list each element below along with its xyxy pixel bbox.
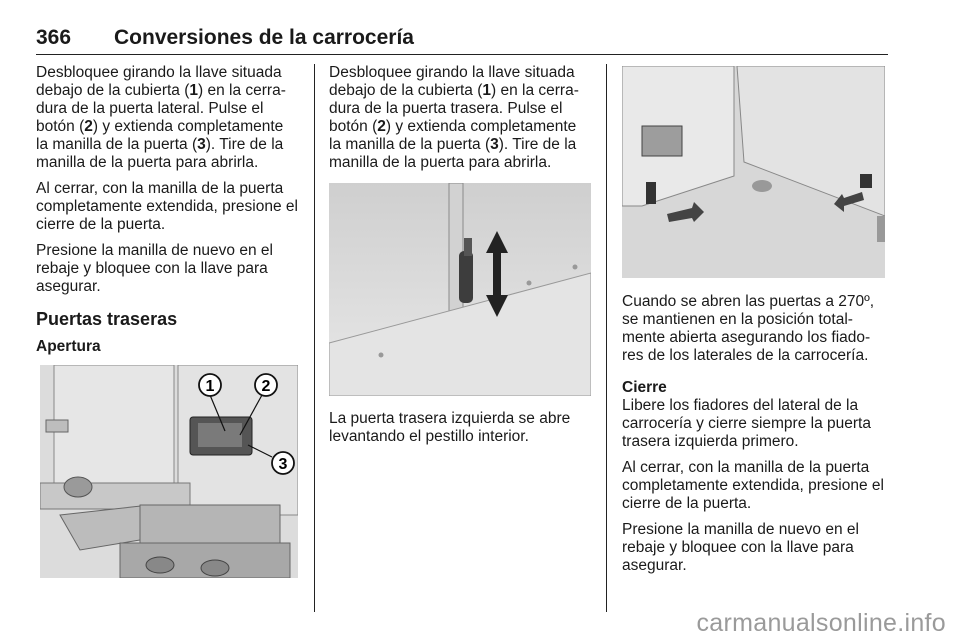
page-header [36, 24, 888, 55]
rear-door-latch-drawing [329, 183, 591, 396]
paragraph-side-door-unlock: Desbloquee girando la llave situada debajo de la cubierta (1) en la cerra-dura de la puerta lateral. Pulse el botón (2) y extienda completamente la manilla de la puerta (3). Tire de la manilla de la puerta para abrirla. [36, 64, 286, 171]
paragraph-closing: Al cerrar, con la manilla de la puerta completamente extendida, presione el cierre de la puerta. [36, 180, 298, 233]
column-middle [329, 64, 591, 180]
callout-1: 1 [205, 378, 215, 395]
section-heading-rear-doors: Puertas traseras [36, 309, 178, 329]
subheading-closing: Cierre [622, 379, 667, 396]
subheading-opening: Apertura [36, 338, 101, 355]
paragraph-closing: Al cerrar, con la manilla de la puerta completamente extendida, presione el cierre de la puerta. [622, 459, 884, 512]
column-divider [606, 64, 607, 612]
paragraph-lock: Presione la manilla de nuevo en el rebaje y bloquee con la llave para asegurar. [622, 521, 859, 574]
column-divider [314, 64, 315, 612]
paragraph-lock: Presione la manilla de nuevo en el rebaje y bloquee con la llave para asegurar. [36, 242, 273, 295]
callout-3: 3 [278, 456, 288, 473]
column-right [622, 293, 890, 583]
side-door-handle-drawing [40, 365, 298, 578]
column-left [36, 64, 298, 356]
page-number: 366 [36, 26, 72, 49]
page-title: Conversiones de la carrocería [114, 26, 414, 49]
side-door-handle-illustration [40, 365, 298, 578]
paragraph-rear-door-unlock: Desbloquee girando la llave situada debajo de la cubierta (1) en la cerra-dura de la puerta trasera. Pulse el botón (2) y extienda completamente la manilla de la puerta (3). Tire de la manilla de la puerta para abrirla. [329, 64, 579, 171]
paragraph-release-retainers: Libere los fiadores del lateral de la carrocería y cierre siempre la puerta trasera izquierda primero. [622, 397, 871, 450]
rear-door-latch-illustration [329, 183, 591, 396]
rear-doors-open-drawing [622, 66, 885, 278]
paragraph-270-degrees: Cuando se abren las puertas a 270º, se mantienen en la posición total-mente abierta asegurando los fiado-res de los laterales de la carrocería. [622, 293, 875, 364]
watermark: carmanualsonline.info [696, 609, 946, 637]
rear-doors-open-illustration [622, 66, 885, 278]
callout-2: 2 [261, 378, 271, 395]
caption-rear-door: La puerta trasera izquierda se abre levantando el pestillo interior. [329, 410, 571, 445]
